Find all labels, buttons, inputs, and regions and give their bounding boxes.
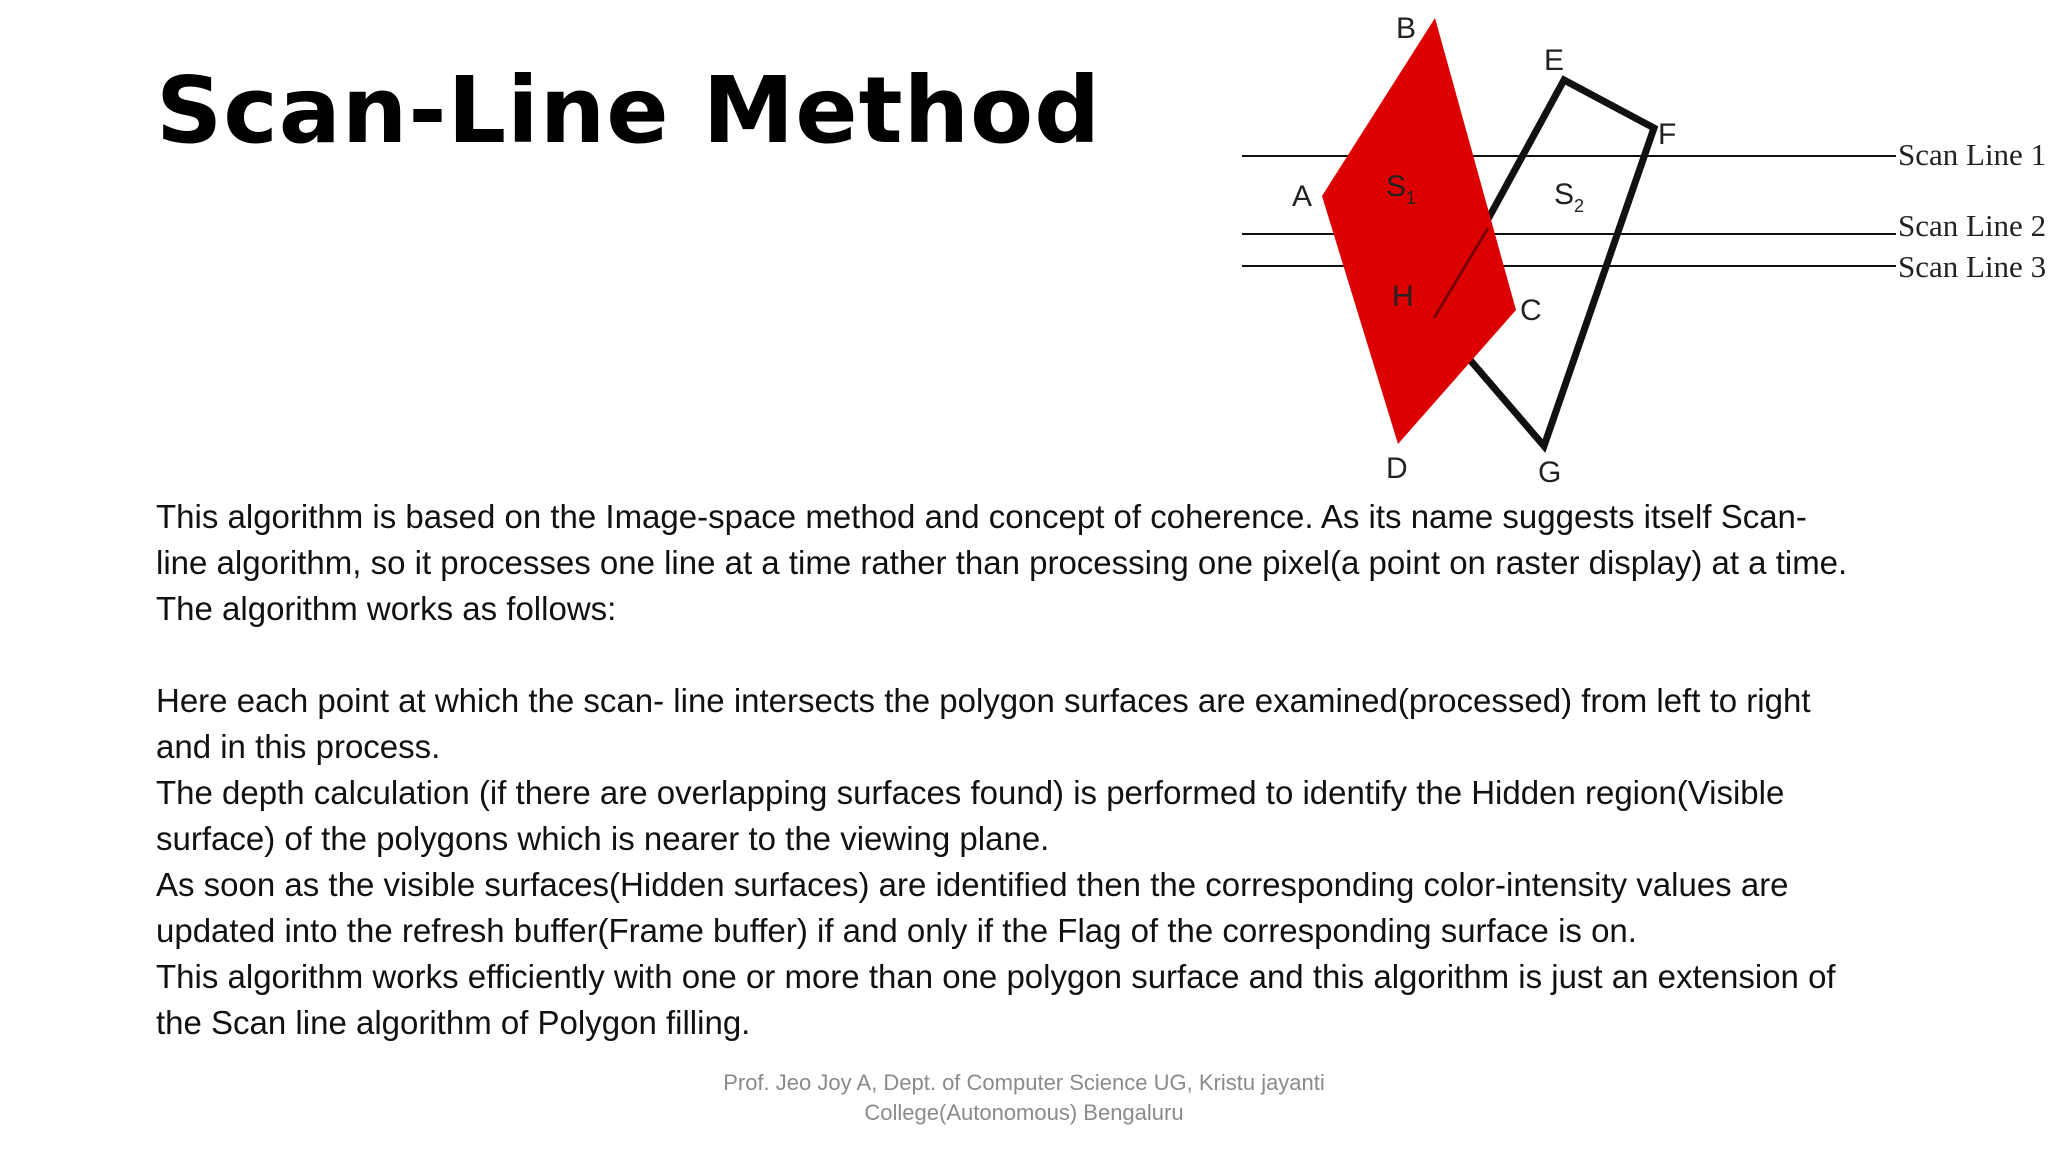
- slide-title: Scan-Line Method: [156, 57, 1102, 164]
- vertex-b-label: B: [1396, 12, 1417, 45]
- paragraph-gap: [156, 632, 1856, 678]
- scan-line-3-label: Scan Line 3: [1898, 249, 2047, 284]
- slide-body: [156, 494, 1856, 1046]
- vertex-f-label: F: [1658, 118, 1677, 151]
- slide-footer: [600, 1068, 1448, 1128]
- footer-line-2: College(Autonomous) Bengaluru: [864, 1100, 1184, 1125]
- vertex-h-label: H: [1392, 280, 1414, 313]
- step-paragraph-1: Here each point at which the scan- line intersects the polygon surfaces are examined(processed) from left to right and in this process.: [156, 682, 1811, 765]
- vertex-c-label: C: [1520, 294, 1542, 327]
- scan-line-1-label: Scan Line 1: [1898, 137, 2047, 172]
- scan-line-2-label: Scan Line 2: [1898, 208, 2047, 243]
- vertex-e-label: E: [1544, 44, 1565, 77]
- vertex-a-label: A: [1292, 180, 1313, 213]
- footer-line-1: Prof. Jeo Joy A, Dept. of Computer Science UG, Kristu jayanti: [723, 1070, 1325, 1095]
- vertex-g-label: G: [1538, 456, 1562, 489]
- diagram-svg: [1228, 0, 2048, 492]
- vertex-d-label: D: [1386, 452, 1408, 485]
- step-paragraph-4: This algorithm works efficiently with one or more than one polygon surface and this algorithm is just an extension of the Scan line algorithm of Polygon filling.: [156, 958, 1836, 1041]
- surface-s2-label: $S_2$: [1554, 178, 1585, 216]
- scan-line-diagram: [1228, 0, 2048, 492]
- surface-s1-label: $S_1$: [1386, 170, 1417, 208]
- intro-paragraph: This algorithm is based on the Image-space method and concept of coherence. As its name suggests itself Scan-line algorithm, so it processes one line at a time rather than processing one pixel(a point on raster display) at a time. The algorithm works as follows:: [156, 498, 1848, 627]
- step-paragraph-2: The depth calculation (if there are overlapping surfaces found) is performed to identify the Hidden region(Visible surface) of the polygons which is nearer to the viewing plane.: [156, 774, 1785, 857]
- step-paragraph-3: As soon as the visible surfaces(Hidden surfaces) are identified then the corresponding color-intensity values are updated into the refresh buffer(Frame buffer) if and only if the Flag of the corresponding surface is on.: [156, 866, 1789, 949]
